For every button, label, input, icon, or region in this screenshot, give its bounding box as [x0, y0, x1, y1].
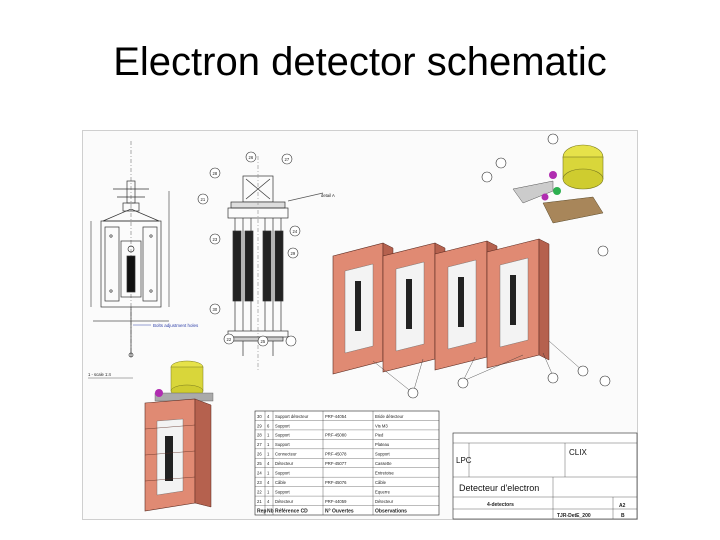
table-cell: 29 [257, 423, 262, 429]
table-cell: PRF-45080 [325, 432, 347, 438]
svg-text:23: 23 [212, 237, 218, 242]
title-block [453, 433, 637, 519]
table-header-cell: Nb [267, 508, 274, 515]
table-cell: 1 [267, 451, 270, 457]
table-cell: PRF-45078 [325, 451, 347, 457]
svg-text:28: 28 [212, 171, 218, 176]
table-header-cell: Observations [375, 508, 407, 515]
table-cell: 4 [267, 479, 270, 485]
table-cell: 4 [267, 461, 270, 467]
table-cell: Support [275, 432, 290, 438]
table-cell: Support [375, 451, 390, 457]
technical-drawing [82, 130, 638, 520]
svg-text:26: 26 [248, 155, 254, 160]
table-header-cell: N° Ouvertes [325, 508, 354, 515]
assembly-front-view [228, 156, 323, 371]
svg-text:25: 25 [260, 339, 266, 344]
table-cell: 23 [257, 479, 262, 485]
svg-text:30: 30 [212, 307, 218, 312]
schematic-svg [83, 131, 639, 521]
project-name: CLIX [569, 448, 587, 457]
table-cell: 27 [257, 442, 262, 448]
assembly-note: detail A [321, 193, 335, 198]
svg-text:21: 21 [200, 197, 206, 202]
svg-text:29: 29 [290, 251, 296, 256]
table-cell: 4 [267, 498, 270, 504]
table-cell: PRF-45076 [325, 479, 347, 485]
table-cell: 26 [257, 451, 262, 457]
table-cell: 28 [257, 432, 262, 438]
exploded-detectors [333, 134, 610, 398]
table-cell: Pied [375, 432, 384, 438]
table-cell: Equerre [375, 489, 390, 495]
table-cell: Détecteur [275, 461, 294, 467]
table-cell: Câble [375, 479, 386, 485]
annotation-adjustment-holes: Bolts adjustment holes [153, 323, 199, 328]
table-cell: Support détecteur [275, 413, 309, 419]
table-cell: 21 [257, 498, 262, 504]
company-logo-text: LPC [456, 456, 472, 465]
svg-text:22: 22 [226, 337, 232, 342]
table-cell: Câble [275, 479, 286, 485]
table-cell: Support [275, 470, 290, 476]
table-header-cell: Rep [257, 508, 267, 515]
table-cell: Support [275, 423, 290, 429]
sheet-size: A2 [619, 503, 626, 509]
table-cell: Vis M3 [375, 423, 388, 429]
drawing-subtitle: 4-detectors [487, 502, 514, 508]
table-cell: Entretoise [375, 470, 394, 476]
table-cell: Détecteur [375, 498, 394, 504]
table-cell: Détecteur [275, 498, 294, 504]
svg-text:27: 27 [284, 157, 290, 162]
table-cell: Cassette [375, 461, 392, 467]
drawing-reference: TJR-DetE_200 [557, 513, 591, 519]
drawing-title: Detecteur d'electron [459, 483, 540, 493]
table-cell: Bride détecteur [375, 413, 404, 419]
table-cell: 6 [267, 423, 270, 429]
table-cell: 1 [267, 489, 270, 495]
table-header-cell: Référence CD [275, 508, 308, 515]
yellow-mount [549, 145, 603, 195]
scale-note: 1 - scale 1:4 [88, 372, 111, 377]
table-cell: 25 [257, 461, 262, 467]
table-cell: PRF-45077 [325, 461, 347, 467]
table-cell: 1 [267, 442, 270, 448]
table-cell: 4 [267, 413, 270, 419]
table-cell: 1 [267, 470, 270, 476]
table-cell: Connecteur [275, 451, 297, 457]
cassette-4 [487, 239, 549, 368]
table-cell: 1 [267, 432, 270, 438]
table-cell: 22 [257, 489, 262, 495]
table-cell: PRF-44059 [325, 498, 347, 504]
table-cell: 24 [257, 470, 262, 476]
parts-table [255, 411, 439, 515]
table-cell: Support [275, 489, 290, 495]
isometric-view [145, 361, 213, 511]
table-cell: 30 [257, 413, 262, 419]
slide-title: Electron detector schematic [113, 40, 607, 84]
revision: B [621, 513, 625, 519]
svg-text:24: 24 [292, 229, 298, 234]
table-cell: PRF-44054 [325, 413, 347, 419]
table-cell: Support [275, 442, 290, 448]
table-cell: Plateau [375, 442, 390, 448]
